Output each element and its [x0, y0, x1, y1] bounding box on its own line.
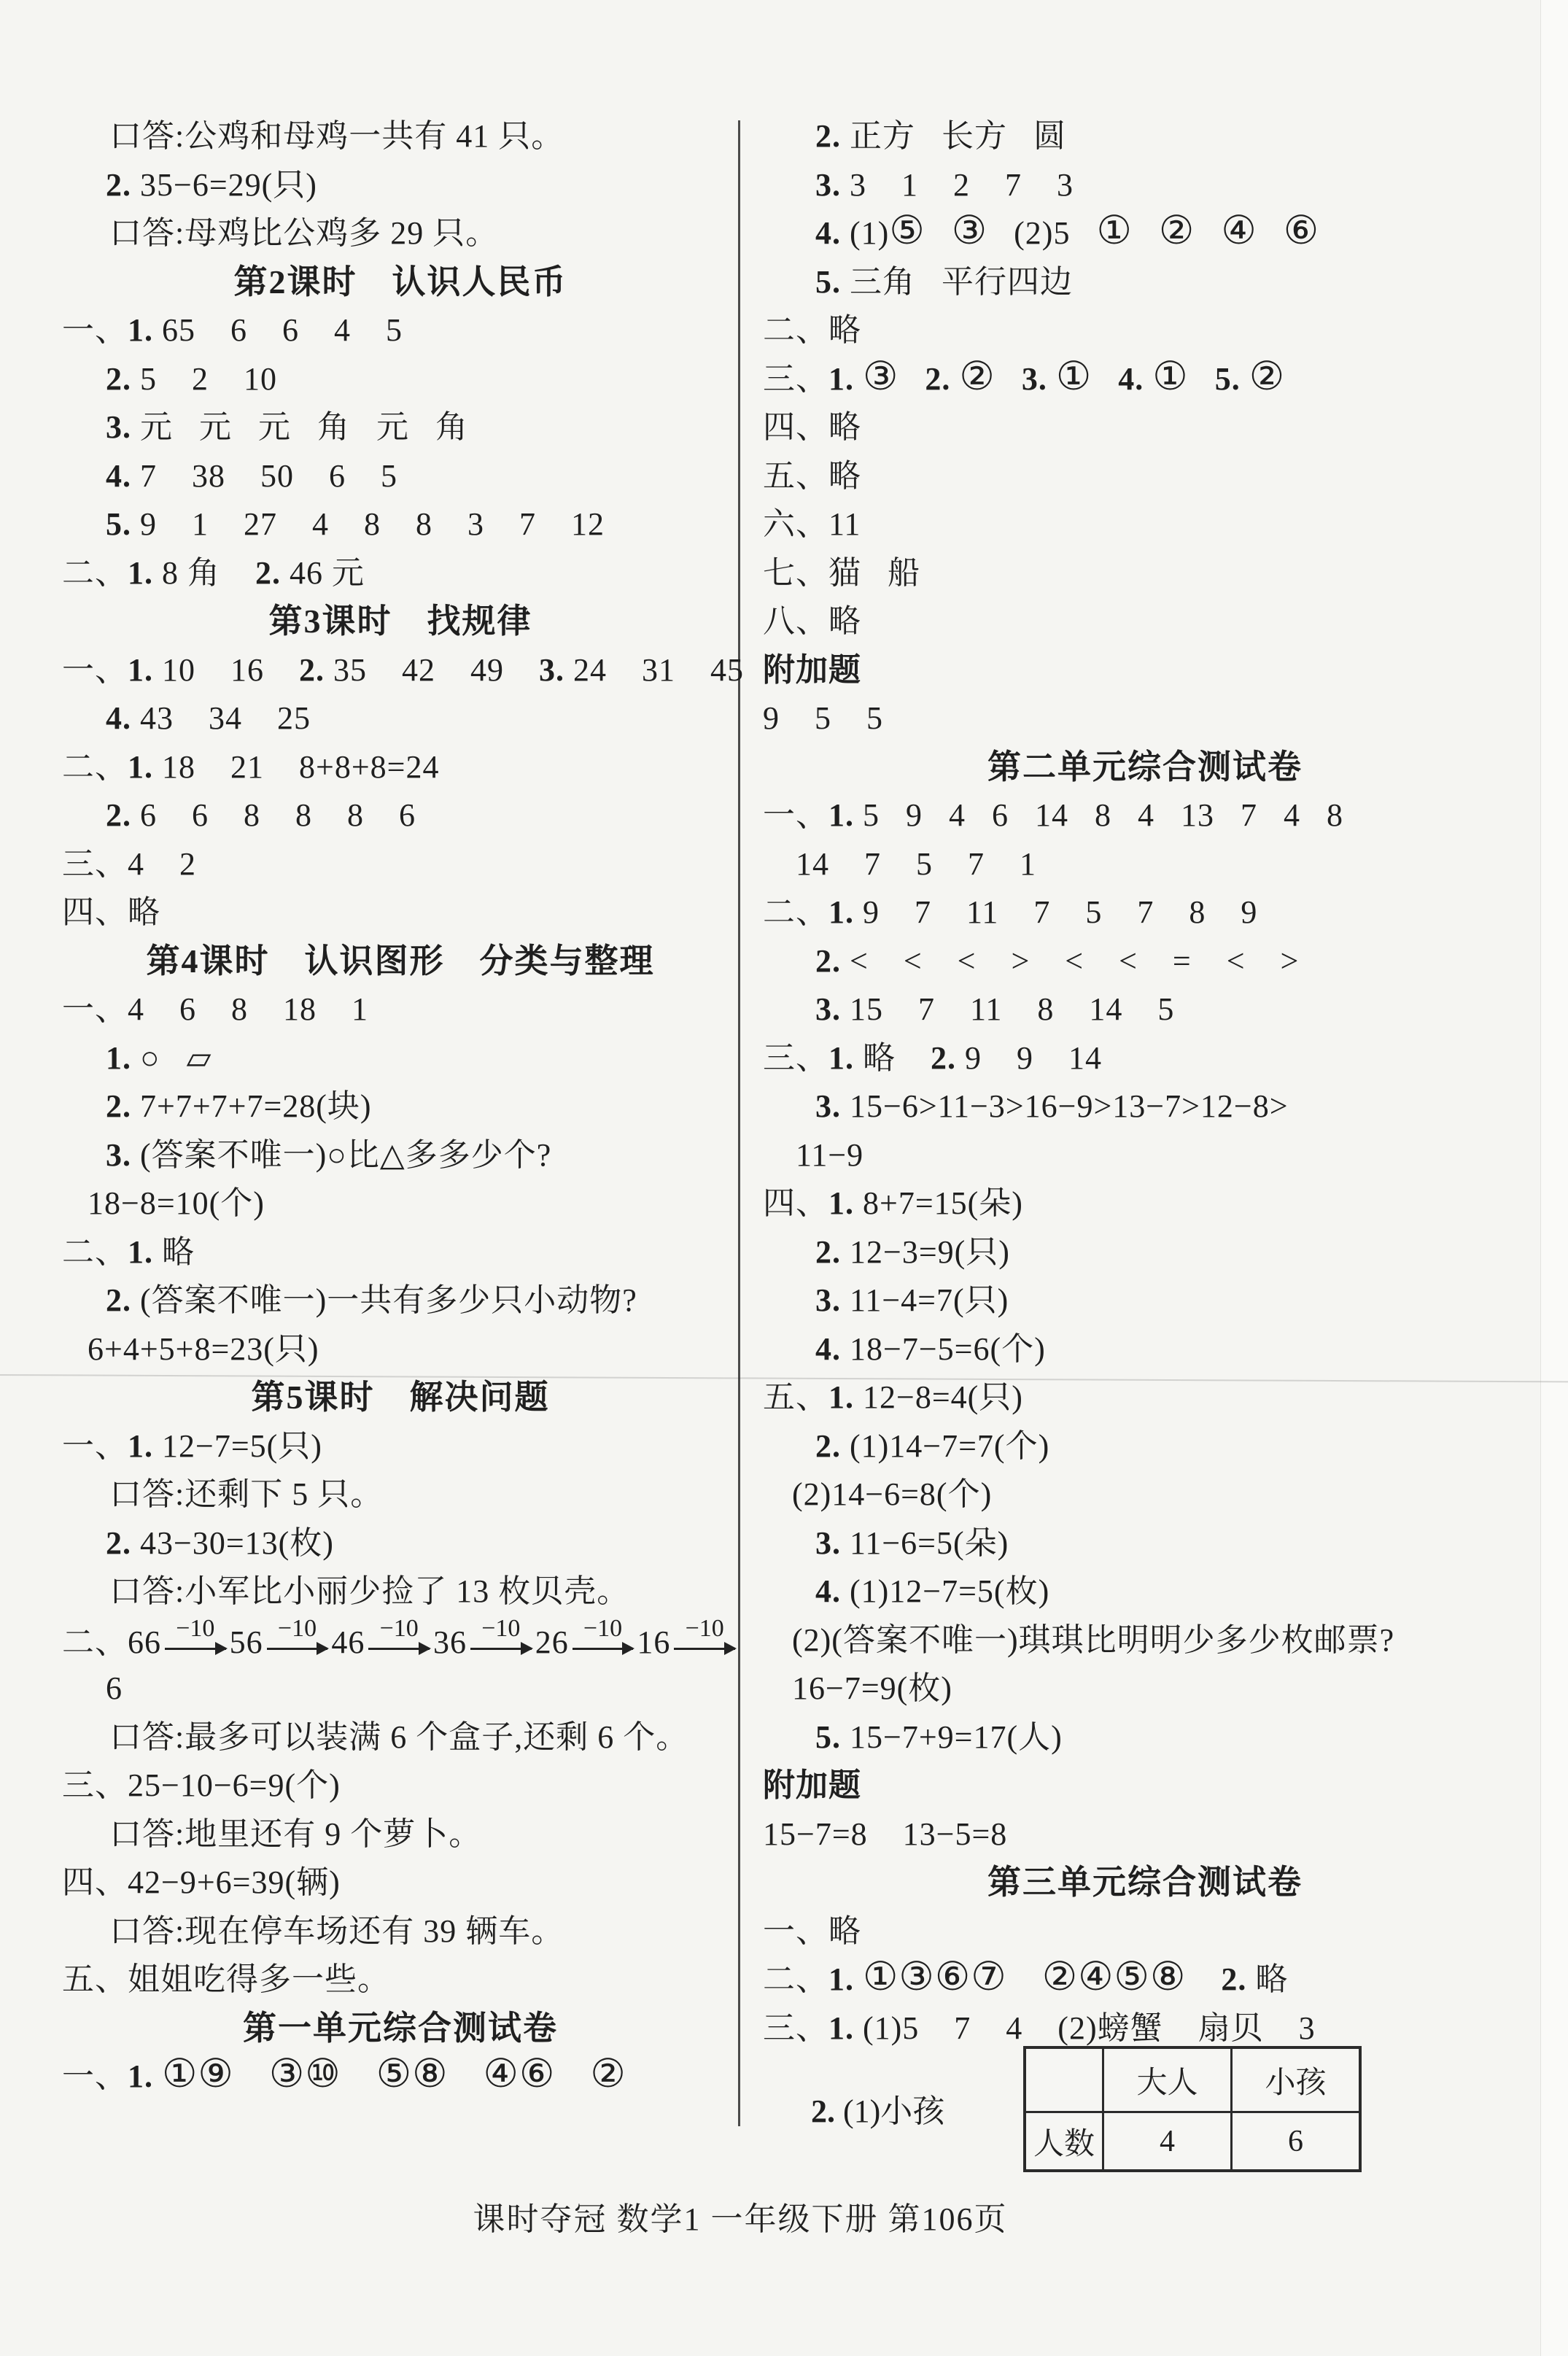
answer-text: 口答:母鸡比公鸡多 29 只。: [109, 215, 499, 251]
answer-text: 11−9: [796, 1136, 864, 1173]
sequence-value: 66: [128, 1624, 161, 1660]
answer-text: 略: [1246, 1961, 1289, 1997]
answer-text: 15−7+9=17(人): [841, 1718, 1063, 1755]
footer-text: 课时夺冠 数学1 一年级下册 第106页: [473, 2201, 1008, 2237]
answer-line: [62, 306, 739, 355]
answer-line: [62, 500, 739, 549]
sequence-value: 46: [331, 1624, 365, 1660]
item-marker: 2.: [1221, 1961, 1247, 1997]
answer-text: 三、: [763, 2010, 828, 2046]
item-marker: 2.: [815, 1233, 841, 1270]
answer-text: 七、猫 船: [763, 554, 920, 591]
item-marker: 1.: [106, 1039, 131, 1076]
answer-text: 八、略: [763, 603, 861, 639]
section-heading: 第二单元综合测试卷: [987, 748, 1303, 786]
answer-text: 元 元 元 角 元 角: [131, 409, 468, 445]
item-marker: 3.: [815, 1524, 841, 1561]
circled-number: ①: [1096, 209, 1133, 252]
answer-line: [62, 1422, 739, 1471]
item-marker: 1.: [828, 1185, 854, 1221]
answer-line: [763, 1179, 1527, 1228]
people-count-table: [1023, 2046, 1362, 2172]
circled-number: ⑤: [376, 2052, 413, 2096]
item-marker: 5.: [106, 506, 131, 542]
answer-line: [62, 209, 739, 258]
answer-text: (1)12−7=5(枚): [841, 1573, 1050, 1609]
answer-text: (1)14−7=7(个): [841, 1427, 1050, 1464]
arrow-shaft: [165, 1648, 226, 1650]
answer-line: [62, 161, 739, 210]
answer-text: 一、4 6 8 18 1: [62, 991, 368, 1027]
answer-text: 二、: [763, 1961, 828, 1997]
answer-line: [62, 1810, 739, 1859]
answer-text: 46 元: [281, 554, 365, 591]
sequence-value: 26: [535, 1624, 569, 1660]
answer-text: 二、: [62, 748, 128, 785]
page-footer: [0, 2193, 1480, 2239]
answer-line: [763, 1810, 1527, 1859]
answer-line: [763, 888, 1527, 937]
answer-text: 六、11: [763, 506, 861, 542]
answer-text: 5 2 10: [131, 360, 277, 397]
answer-text: 口答:小军比小丽少捡了 13 枚贝壳。: [109, 1573, 630, 1609]
answer-line: [62, 1228, 739, 1277]
answer-text: 18−8=10(个): [88, 1185, 265, 1221]
answer-line: [62, 355, 739, 404]
circled-number: ④: [1078, 1955, 1114, 1999]
answer-line: [62, 1713, 739, 1762]
answer-text: 一、: [62, 1427, 128, 1464]
section-heading: 第2课时 认识人民币: [233, 263, 567, 301]
answer-text: 一、: [62, 2058, 128, 2094]
circled-number: ①: [1152, 354, 1189, 398]
answer-line: [763, 791, 1527, 840]
item-marker: 3.: [815, 1282, 841, 1318]
answer-text: 正方 长方 圆: [841, 118, 1066, 154]
item-marker: 5.: [815, 1718, 841, 1755]
circled-number: ③: [899, 1955, 935, 1999]
item-marker: 3.: [106, 1136, 131, 1173]
answer-text: 一、略: [763, 1913, 861, 1949]
answer-line: [763, 694, 1527, 743]
item-marker: 1.: [828, 894, 854, 930]
arrow-step-label: −10: [481, 1615, 521, 1642]
answer-line: [62, 888, 739, 937]
answer-text: 略: [153, 1233, 195, 1270]
answer-line: [62, 112, 739, 161]
answer-text: 6 6 8 8 8 6: [131, 797, 416, 833]
minus-ten-arrow-icon: [267, 1616, 328, 1665]
answer-text: 7 38 50 6 5: [131, 457, 397, 494]
answer-line: [62, 646, 744, 695]
answer-text: (答案不唯一)一共有多少只小动物?: [131, 1282, 637, 1318]
table-row-label: 人数: [1026, 2111, 1102, 2169]
right-column: [763, 112, 1527, 2053]
answer-line: [62, 1034, 739, 1083]
answer-text: 12−8=4(只): [854, 1379, 1023, 1415]
arrow-shaft: [368, 1648, 430, 1650]
answer-text: 一、: [763, 797, 828, 833]
answer-text: 口答:地里还有 9 个萝卜。: [109, 1816, 482, 1852]
answer-line: [763, 1568, 1527, 1616]
answer-text: 五、略: [763, 457, 861, 494]
item-marker: 1.: [128, 748, 153, 785]
arrow-step-label: −10: [176, 1615, 215, 1642]
answer-line: [763, 1325, 1527, 1374]
circled-number: ⑧: [1149, 1955, 1187, 1999]
answer-text: 五、: [763, 1379, 828, 1415]
circled-number: ⑥: [934, 1955, 971, 1999]
item-marker: 2.: [815, 942, 841, 979]
answer-text: 3 1 2 7 3: [841, 166, 1074, 203]
answer-line: [62, 1082, 739, 1131]
circled-number: ②: [959, 354, 995, 398]
answer-text: 二、: [763, 894, 828, 930]
item-marker: 1.: [828, 1379, 854, 1415]
answer-text: (答案不唯一)○比△多多少个?: [131, 1136, 552, 1173]
item-text: (1)小孩: [835, 2093, 945, 2129]
answer-line: [763, 1713, 1527, 1762]
item-marker: 1.: [828, 1039, 854, 1076]
item-marker: 4.: [815, 1573, 841, 1609]
circled-number: ④: [1221, 209, 1257, 252]
answer-text: 一、: [62, 312, 128, 348]
answer-text: 三、: [763, 1039, 828, 1076]
item-marker: 1.: [828, 2010, 854, 2046]
item-marker: 2.: [106, 1524, 131, 1561]
circled-number: ⑤: [889, 209, 925, 252]
item-marker: 1.: [128, 651, 153, 688]
table-item-label: [811, 2085, 944, 2131]
answer-line: [62, 694, 739, 743]
arrow-shaft: [674, 1648, 735, 1650]
answer-line: [763, 1228, 1527, 1277]
item-marker: 3.: [815, 166, 841, 203]
answer-text: [1144, 354, 1214, 398]
answer-text: 12−7=5(只): [153, 1427, 322, 1464]
table-header-child: 小孩: [1230, 2049, 1359, 2111]
sequence-value: 56: [229, 1624, 263, 1660]
answer-text: 8+7=15(朵): [854, 1185, 1023, 1221]
answer-text: 16−7=9(枚): [792, 1670, 952, 1706]
circled-number: ①: [162, 2052, 198, 2096]
answer-text: [950, 354, 1021, 398]
answer-text: 65 6 6 4 5: [153, 312, 403, 348]
answer-line: [763, 452, 1527, 501]
answer-line: [763, 1907, 1527, 1956]
answer-text: 四、42−9+6=39(辆): [62, 1864, 341, 1900]
answer-line: [62, 403, 739, 452]
minus-ten-arrow-icon: [368, 1616, 430, 1665]
item-marker: 2.: [815, 118, 841, 154]
table-header-adult: 大人: [1102, 2049, 1230, 2111]
answer-text: 10 16: [153, 651, 299, 688]
minus-ten-arrow-icon: [573, 1616, 634, 1665]
answer-line: [763, 1762, 1527, 1810]
answer-line: [763, 1082, 1527, 1131]
item-marker: 2.: [931, 1039, 956, 1076]
circled-number: ④: [483, 2052, 519, 2096]
answer-text: 7+7+7+7=28(块): [131, 1088, 372, 1124]
answer-line: [763, 597, 1527, 646]
sequence-value: 16: [637, 1624, 671, 1660]
answer-line: [763, 1422, 1527, 1471]
answer-line: [763, 258, 1527, 307]
answer-line: [62, 1325, 739, 1374]
item-marker: 5.: [1214, 360, 1241, 397]
circled-number: ⑥: [1283, 209, 1320, 252]
item-marker: 4.: [106, 700, 131, 736]
sequence-value: 36: [433, 1624, 467, 1660]
answer-text: 15−6>11−3>16−9>13−7>12−8>: [841, 1088, 1289, 1124]
answer-text: 24 31 45: [564, 651, 744, 688]
answer-line: [62, 1956, 739, 2004]
circled-number: ①: [863, 1955, 899, 1999]
table-corner-cell: [1026, 2049, 1102, 2111]
item-marker: 2.: [299, 651, 325, 688]
arrow-sequence-line: [62, 1616, 739, 1665]
answer-text: 四、略: [763, 409, 861, 445]
item-marker: 5.: [815, 263, 841, 300]
item-marker: 1.: [128, 554, 153, 591]
answer-line: [62, 1470, 739, 1519]
answer-text: 9 9 14: [956, 1039, 1102, 1076]
item-marker: 1.: [128, 1233, 153, 1270]
circled-number: ③: [951, 209, 988, 252]
answer-text: ○ ▱: [131, 1039, 212, 1076]
answer-text: 8 角: [153, 554, 255, 591]
answer-line: [763, 1470, 1527, 1519]
answer-line: [763, 306, 1527, 355]
circled-number: ②: [1041, 1955, 1079, 1999]
item-marker: 3.: [815, 1088, 841, 1124]
circled-number: ②: [1158, 209, 1195, 252]
item-marker: 4.: [106, 457, 131, 494]
answer-text: 9 7 11 7 5 7 8 9: [854, 894, 1258, 930]
answer-line: [62, 985, 739, 1034]
answer-text: 口答:最多可以装满 6 个盒子,还剩 6 个。: [109, 1718, 689, 1755]
item-marker: 2.: [106, 1088, 131, 1124]
answer-text: 五、姐姐吃得多一些。: [62, 1961, 390, 1997]
item-marker: 3.: [539, 651, 564, 688]
answer-line: [62, 1907, 739, 1956]
answer-text: 43 34 25: [131, 700, 311, 736]
answer-text: 11−6=5(朵): [841, 1524, 1009, 1561]
item-marker: 3.: [1021, 360, 1047, 397]
answer-text: 口答:还剩下 5 只。: [109, 1476, 384, 1512]
item-marker: 2.: [106, 360, 131, 397]
item-marker: 2.: [106, 1282, 131, 1318]
answer-line: [763, 840, 1527, 889]
answer-line: [62, 1665, 739, 1713]
answer-line: [62, 743, 739, 792]
answer-line: [763, 549, 1527, 598]
arrow-shaft: [267, 1648, 328, 1650]
item-marker: 2.: [925, 360, 951, 397]
answer-line: [763, 403, 1527, 452]
answer-line: [62, 1131, 739, 1180]
answer-text: [854, 1955, 1221, 1999]
answer-text: [1047, 354, 1118, 398]
section-heading: 第5课时 解决问题: [251, 1379, 550, 1416]
item-marker: 4.: [1118, 360, 1144, 397]
answer-line: [763, 1519, 1527, 1568]
answer-line: [763, 500, 1527, 549]
answer-text: [153, 2052, 626, 2096]
answer-text: 14 7 5 7 1: [796, 845, 1036, 882]
section-heading: 第3课时 找规律: [268, 602, 532, 640]
arrow-step-label: −10: [379, 1615, 419, 1642]
answer-line: [62, 1179, 739, 1228]
item-marker: 3.: [815, 991, 841, 1027]
answer-text: 43−30=13(枚): [131, 1524, 334, 1561]
arrow-step-label: −10: [685, 1615, 724, 1642]
answer-line: [62, 452, 739, 501]
answer-line: [62, 549, 739, 598]
answer-line: [763, 1373, 1527, 1422]
answer-text: (1)⑤ ③ (2)5 ① ② ④ ⑥: [841, 209, 1320, 252]
item-marker: 附加题: [763, 651, 861, 688]
answer-text: 三、25−10−6=9(个): [62, 1767, 341, 1803]
answer-text: (2)14−6=8(个): [792, 1476, 993, 1512]
circled-number: ⑩: [305, 2052, 341, 2096]
section-heading: 第一单元综合测试卷: [243, 2009, 558, 2047]
answer-text: 四、略: [62, 894, 160, 930]
answer-line: [62, 1276, 739, 1325]
answer-line: [763, 985, 1527, 1034]
answer-line: [763, 112, 1527, 161]
answer-text: 口答:现在停车场还有 39 辆车。: [109, 1913, 564, 1949]
section-heading: 第三单元综合测试卷: [987, 1864, 1303, 1901]
answer-text: 三、4 2: [62, 845, 196, 882]
arrow-shaft: [470, 1648, 532, 1650]
item-marker: 附加题: [763, 1767, 861, 1803]
circled-number: ⑥: [519, 2052, 556, 2096]
answer-text: 9 5 5: [763, 700, 883, 736]
answer-text: (2)(答案不唯一)琪琪比明明少多少枚邮票?: [792, 1621, 1395, 1658]
item-marker: 2.: [815, 1427, 841, 1464]
answer-line: [62, 1762, 739, 1810]
paper-right-edge: [1540, 0, 1568, 2356]
circled-number: ⑨: [198, 2052, 234, 2096]
answer-text: 6+4+5+8=23(只): [88, 1330, 319, 1367]
answer-line: [62, 840, 739, 889]
table-value-adult: 4: [1102, 2111, 1230, 2169]
item-marker: 2.: [255, 554, 281, 591]
circled-number: ⑤: [1114, 1955, 1150, 1999]
circled-number: ③: [268, 2052, 306, 2096]
answer-line: [763, 1034, 1527, 1083]
answer-line: [763, 161, 1527, 210]
minus-ten-arrow-icon: [674, 1616, 735, 1665]
answer-line: [62, 791, 739, 840]
table-value-child: 6: [1230, 2111, 1359, 2169]
answer-text: 二、: [62, 554, 128, 591]
answer-text: 5 9 4 6 14 8 4 13 7 4 8: [854, 797, 1343, 833]
item-marker: 1.: [128, 312, 153, 348]
item-marker: 2.: [106, 166, 131, 203]
answer-text: 三、: [763, 360, 828, 397]
answer-text: 一、: [62, 651, 128, 688]
circled-number: ②: [1249, 354, 1286, 398]
answer-line: [763, 1276, 1527, 1325]
answer-text: 15−7=8 13−5=8: [763, 1816, 1008, 1852]
answer-text: 略: [854, 1039, 931, 1076]
answer-text: (1)5 7 4 (2)螃蟹 扇贝 3: [854, 2010, 1316, 2046]
arrow-step-label: −10: [583, 1615, 623, 1642]
minus-ten-arrow-icon: [165, 1616, 226, 1665]
answer-text: < < < > < < = < >: [841, 942, 1300, 979]
item-marker: 4.: [815, 215, 841, 251]
answer-line: [763, 1616, 1527, 1665]
answer-line: [62, 1568, 739, 1616]
answer-text: 二、略: [763, 312, 861, 348]
answer-line: [763, 1665, 1527, 1713]
answer-text: 15 7 11 8 14 5: [841, 991, 1175, 1027]
answer-line: [763, 937, 1527, 986]
answer-line: [763, 355, 1527, 404]
arrow-shaft: [573, 1648, 634, 1650]
answer-text: 12−3=9(只): [841, 1233, 1010, 1270]
arrow-step-label: −10: [277, 1615, 317, 1642]
section-heading: 第4课时 认识图形 分类与整理: [146, 942, 655, 980]
answer-text: 口答:公鸡和母鸡一共有 41 只。: [109, 118, 564, 154]
item-marker: 2.: [106, 797, 131, 833]
item-marker: 1.: [128, 2058, 153, 2094]
answer-text: 9 1 27 4 8 8 3 7 12: [131, 506, 605, 542]
item-marker: 1.: [828, 797, 854, 833]
circled-number: ①: [1055, 354, 1092, 398]
answer-line: [62, 1859, 739, 1907]
answer-text: 三角 平行四边: [841, 263, 1073, 300]
answer-text: [1241, 354, 1286, 398]
item-marker: 二、: [62, 1624, 128, 1660]
circled-number: ⑧: [412, 2052, 449, 2096]
item-marker: 1.: [828, 360, 854, 397]
item-marker: 1.: [828, 1961, 854, 1997]
answer-text: 35 42 49: [325, 651, 539, 688]
answer-text: 35−6=29(只): [131, 166, 317, 203]
answer-text: 6: [106, 1670, 123, 1706]
minus-ten-arrow-icon: [470, 1616, 532, 1665]
item-marker: 2.: [811, 2093, 835, 2129]
circled-number: ②: [590, 2052, 626, 2096]
item-marker: 1.: [128, 1427, 153, 1464]
answer-text: 18 21 8+8+8=24: [153, 748, 440, 785]
answer-line: [763, 1131, 1527, 1180]
answer-line: [62, 1519, 739, 1568]
answer-text: 11−4=7(只): [841, 1282, 1009, 1318]
circled-number: ③: [863, 354, 899, 398]
answer-text: 四、: [763, 1185, 828, 1221]
answer-text: 二、: [62, 1233, 128, 1270]
circled-number: ⑦: [971, 1955, 1007, 1999]
item-marker: 3.: [106, 409, 131, 445]
answer-text: 18−7−5=6(个): [841, 1330, 1046, 1367]
answer-line: [763, 209, 1527, 258]
answer-text: [854, 354, 925, 398]
left-column: [62, 112, 744, 2101]
answer-line: [763, 646, 1527, 695]
item-marker: 4.: [815, 1330, 841, 1367]
answer-line: [62, 2053, 739, 2101]
answer-line: [763, 1956, 1527, 2004]
